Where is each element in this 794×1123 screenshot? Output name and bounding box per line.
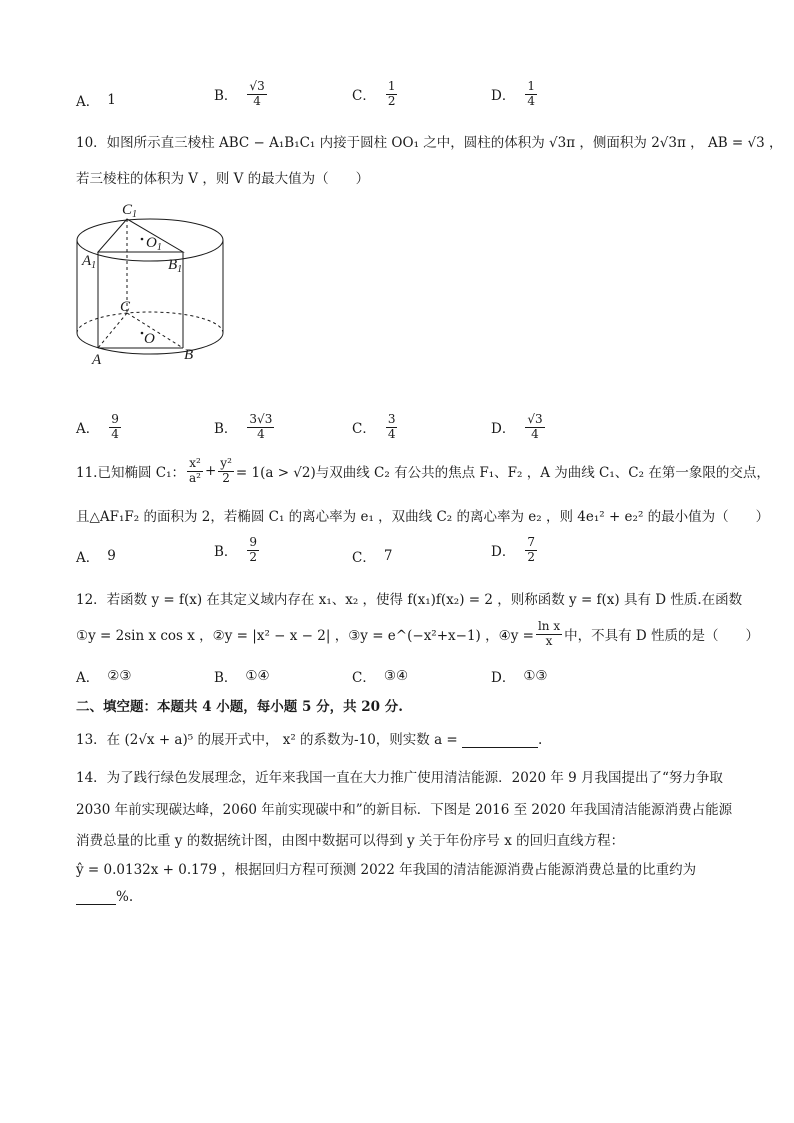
q11-option-b: B． $\frac{9}{2}$ <box>214 535 258 564</box>
q12-option-b: B． ①④ <box>214 668 270 686</box>
q13-stem: 13．在 (2√x + a)⁵ 的展开式中， x² 的系数为-10，则实数 a = . <box>76 732 543 748</box>
bottom-CB <box>127 313 183 348</box>
q14-line2: 2030 年前实现碳达峰，2060 年前实现碳中和”的新目标．下图是 2016 至 2020 年我国清洁能源消费占能源 <box>76 802 733 818</box>
label-C1: $C_1$ <box>122 202 138 220</box>
q12-option-c: C． ③④ <box>352 668 409 686</box>
q14-line5: %. <box>76 889 133 905</box>
q9-option-c: C． $\frac{1}{2}$ <box>352 79 396 108</box>
q11-option-a: A． 9 <box>76 548 116 566</box>
answer-blank[interactable] <box>76 904 116 905</box>
label-A: A <box>92 352 102 368</box>
q12-option-a: A． ②③ <box>76 668 132 686</box>
fraction: $\frac{1}{2}$ <box>387 79 396 108</box>
q14-line1: 14．为了践行绿色发展理念，近年来我国一直在大力推广使用清洁能源．2020 年 9 月我国提出了“努力争取 <box>76 770 723 786</box>
q11-stem-line2: 且△AF₁F₂ 的面积为 2，若椭圆 C₁ 的离心率为 e₁ ，双曲线 C₂ 的离心率为 e₂ ，则 4e₁² + e₂² 的最小值为（ ） <box>76 509 770 525</box>
q11-option-d: D． $\frac{7}{2}$ <box>491 535 535 564</box>
label-C: C <box>120 299 131 315</box>
cylinder-prism-figure <box>70 195 235 370</box>
label-O: O <box>144 331 155 347</box>
label-B1: $B_1$ <box>168 257 183 275</box>
O-dot <box>141 332 144 335</box>
q10-stem-line1: 10．如图所示直三棱柱 ABC − A₁B₁C₁ 内接于圆柱 OO₁ 之中，圆柱的体积为 √3π ，侧面积为 2√3π ， AB = √3 ， <box>76 135 783 151</box>
q12-option-d: D． ①③ <box>491 668 548 686</box>
answer-blank[interactable] <box>462 747 538 748</box>
q9-option-a: A． 1 <box>76 92 116 110</box>
fraction: $\frac{√3}{4}$ <box>249 79 265 108</box>
section-heading-fill-in: 二、填空题：本题共 4 小题，每小题 5 分，共 20 分. <box>76 699 403 715</box>
q14-line3: 消费总量的比重 y 的数据统计图，由图中数据可以得到 y 关于年份序号 x 的回归直线方程： <box>76 833 625 849</box>
q10-option-c: C． $\frac{3}{4}$ <box>352 412 396 441</box>
q9-option-d: D． $\frac{1}{4}$ <box>491 79 535 108</box>
q12-stem-line2: ①y = 2sin x cos x ，②y = |x² − x − 2| ，③y = e^(−x²+x−1) ，④y = $\frac{\text{ln x}}{x}$ 中，不具有 D 性质的是（ ） <box>76 619 759 648</box>
q14-line4: ŷ = 0.0132x + 0.179 ，根据回归方程可预测 2022 年我国的清洁能源消费占能源消费总量的比重约为 <box>76 862 697 878</box>
fraction: $\frac{1}{4}$ <box>527 79 535 108</box>
q10-option-d: D． $\frac{√3}{4}$ <box>491 412 543 441</box>
q11-stem-line1: 11.已知椭圆 C₁： $\frac{\text{x²}}{\text{a²}}$ + $\frac{\text{y²}}{2}$ = 1(a > √2)与双曲线 C₂ 有公共的焦点 F₁、F₂ ，A 为曲线 C₁、C₂ 在第一象限的交点， <box>76 456 770 485</box>
label-A1: $A_1$ <box>82 253 97 271</box>
bottom-back-arc <box>77 312 223 333</box>
label-B: B <box>184 347 194 363</box>
q9-option-b: B． $\frac{√3}{4}$ <box>214 79 265 108</box>
label-O1: $O_1$ <box>146 235 162 253</box>
O1-dot <box>141 238 144 241</box>
top-triangle <box>98 219 183 252</box>
q10-option-a: A． $\frac{9}{4}$ <box>76 412 119 441</box>
bottom-CA <box>98 313 127 348</box>
q12-stem-line1: 12．若函数 y = f(x) 在其定义域内存在 x₁、x₂ ，使得 f(x₁)f(x₂) = 2 ，则称函数 y = f(x) 具有 D 性质.在函数 <box>76 592 743 608</box>
q10-option-b: B． $\frac{3√3}{4}$ <box>214 412 273 441</box>
q11-option-c: C． 7 <box>352 548 393 566</box>
q10-stem-line2: 若三棱柱的体积为 V ，则 V 的最大值为（ ） <box>76 171 370 187</box>
